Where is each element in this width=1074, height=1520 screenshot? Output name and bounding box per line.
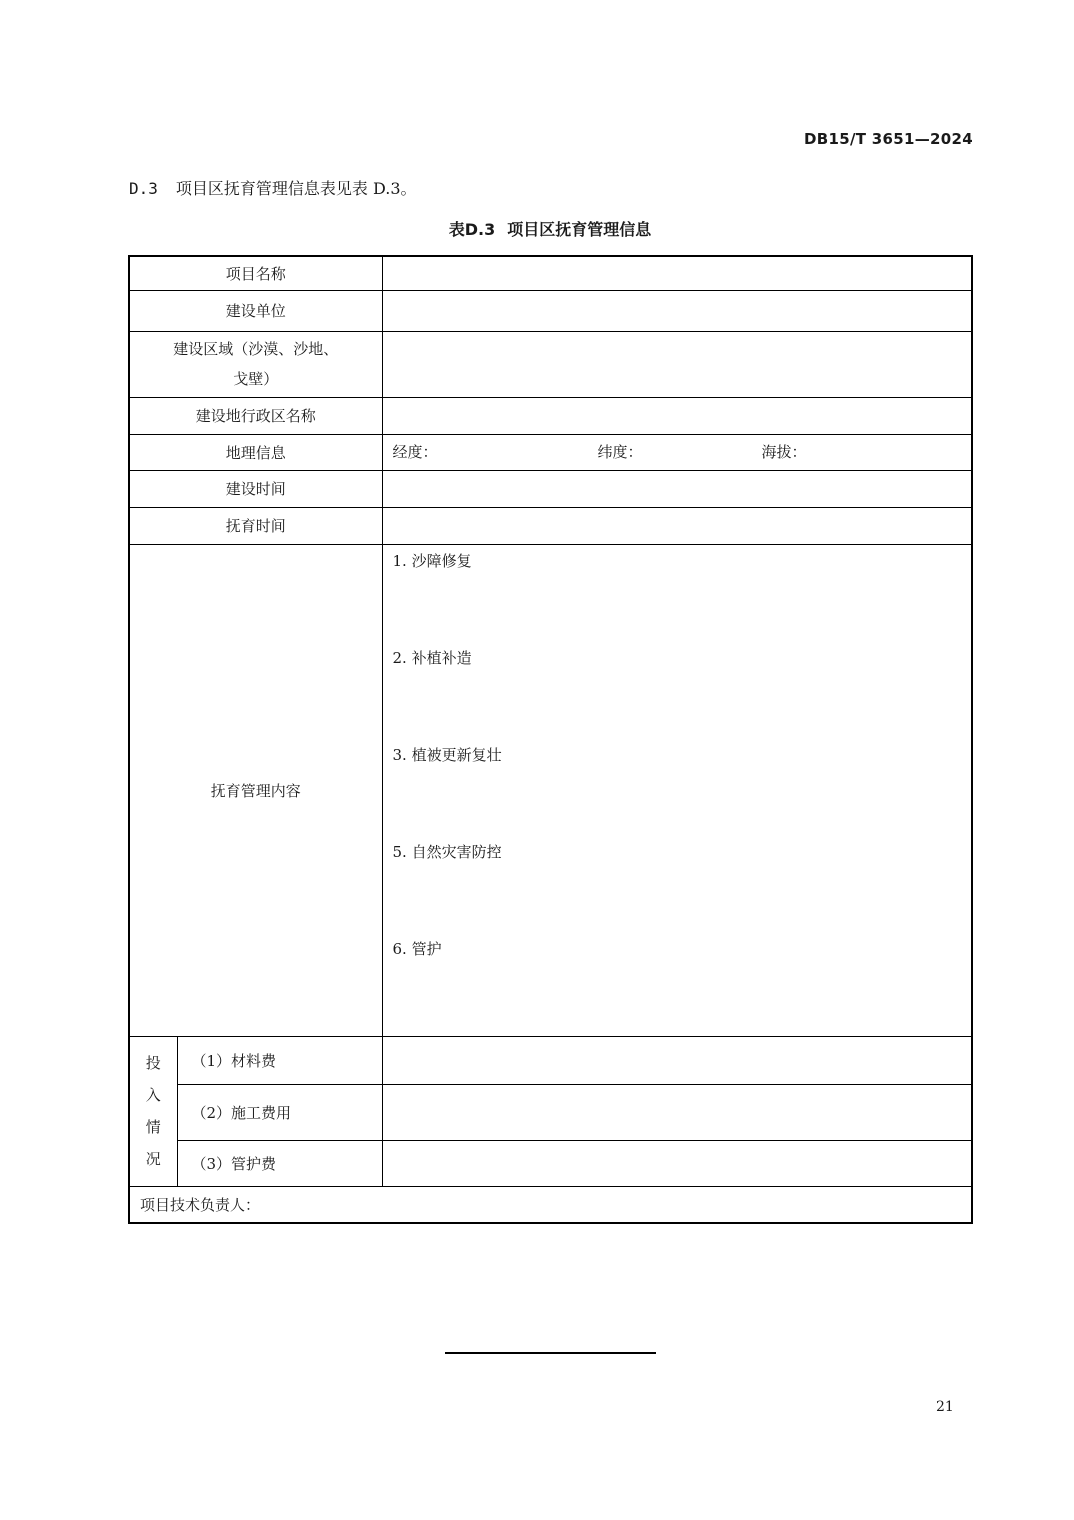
investment-char: 投 [145,1054,161,1072]
table-row [129,256,972,290]
latitude-label: 纬度： [597,443,643,461]
region-field[interactable] [382,331,972,397]
table-row [129,1186,972,1223]
altitude-label: 海拔： [761,443,807,461]
row-label-region [129,331,382,397]
admin-region-field[interactable] [382,397,972,434]
table-title: 项目区抚育管理信息 [507,220,652,239]
table-row [129,331,972,397]
document-code: DB15/T 3651—2024 [804,130,973,148]
row-label-admin-region: 建设地行政区名称 [129,397,382,434]
tending-time-field[interactable] [382,507,972,544]
intro-text: 项目区抚育管理信息表见表 D.3。 [175,179,417,198]
row-label-build-time: 建设时间 [129,470,382,507]
row-label-project-name: 项目名称 [129,256,382,290]
table-caption [0,217,1074,240]
protection-cost-label: （3）管护费 [177,1140,382,1186]
table-row [129,507,972,544]
technical-lead-field[interactable]: 项目技术负责人： [129,1186,972,1223]
construction-cost-field[interactable] [382,1084,972,1140]
content-item-disaster-control: 5. 自然灾害防控 [392,842,502,861]
footer-rule [445,1352,656,1354]
investment-label [129,1036,177,1186]
table-row [129,1140,972,1186]
protection-cost-field[interactable] [382,1140,972,1186]
content-item-sand-barrier: 1. 沙障修复 [392,551,472,570]
builder-field[interactable] [382,290,972,331]
row-label-geo-info: 地理信息 [129,434,382,470]
intro-paragraph [129,176,417,199]
project-name-field[interactable] [382,256,972,290]
table-row [129,434,972,470]
content-item-replanting: 2. 补植补造 [392,648,472,667]
investment-char: 入 [145,1086,161,1104]
table-row [129,470,972,507]
table-number: 表D.3 [448,220,496,239]
row-label-tending-content: 抚育管理内容 [129,544,382,1036]
row-label-builder: 建设单位 [129,290,382,331]
investment-char: 情 [145,1118,161,1136]
tending-content-field[interactable] [382,544,972,1036]
table-row [129,397,972,434]
region-label-line2: 戈壁） [233,370,279,388]
material-cost-field[interactable] [382,1036,972,1084]
content-item-protection: 6. 管护 [392,939,442,958]
section-number: D.3 [129,179,158,198]
investment-char: 况 [145,1150,161,1168]
page-number: 21 [936,1399,954,1415]
table-row [129,290,972,331]
table-row [129,1036,972,1084]
longitude-label: 经度： [392,443,438,461]
build-time-field[interactable] [382,470,972,507]
content-item-vegetation-renewal: 3. 植被更新复壮 [392,745,502,764]
management-info-table [128,255,973,1224]
table-row [129,544,972,1036]
material-cost-label: （1）材料费 [177,1036,382,1084]
construction-cost-label: （2）施工费用 [177,1084,382,1140]
row-label-tending-time: 抚育时间 [129,507,382,544]
region-label-line1: 建设区域（沙漠、沙地、 [173,340,339,358]
geo-info-field[interactable] [382,434,972,470]
table-row [129,1084,972,1140]
